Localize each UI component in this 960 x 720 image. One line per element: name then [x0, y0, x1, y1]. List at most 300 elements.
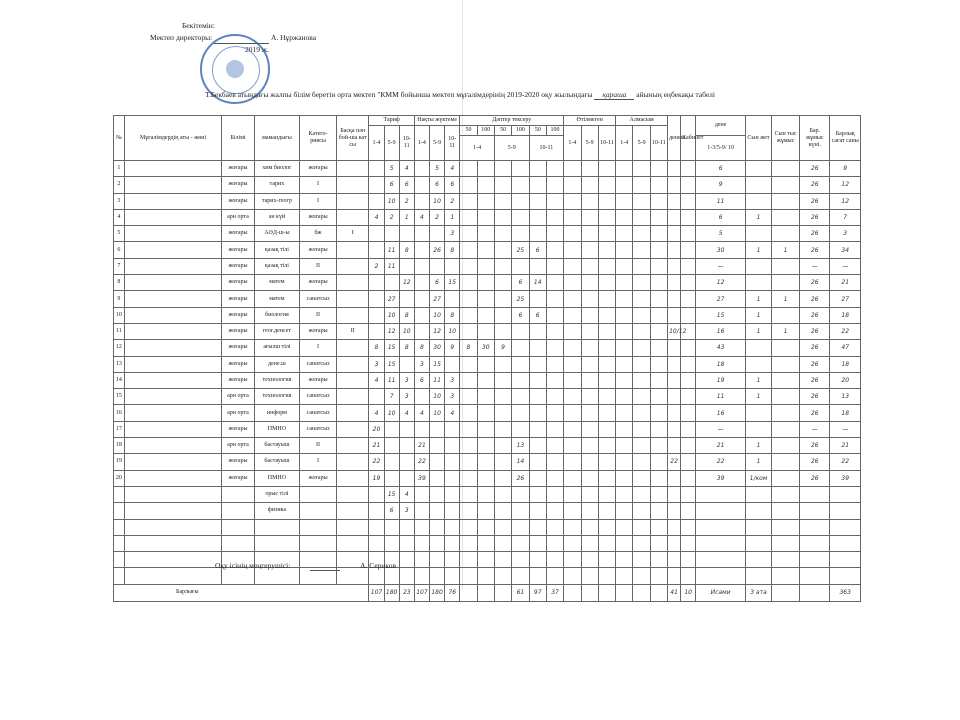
cell-t3: 1 [399, 209, 414, 225]
cell-empty [414, 535, 429, 551]
cell-ec [771, 405, 799, 421]
cell-n: 2 [114, 177, 125, 193]
cell-d4 [512, 323, 529, 339]
cell-oth [336, 405, 368, 421]
cell-o1 [564, 226, 581, 242]
cell-x3 [650, 421, 667, 437]
load-5-9: 5-9 [430, 126, 445, 161]
cell-o3 [598, 356, 615, 372]
title-prefix: Т.Бекбаев атындағы жалпы білім беретін орта мектеп "КММ бойынша мектеп мұғалімдерінің 2019-2020 оқу жылындағы [205, 90, 593, 99]
cell-d5: 14 [529, 275, 546, 291]
cell-a1: 6 [414, 372, 429, 388]
cell-d6 [546, 372, 563, 388]
cell-a2 [430, 503, 445, 519]
load-10-11: 10-11 [445, 126, 460, 161]
cell-t2: 7 [384, 389, 399, 405]
cell-cl [746, 356, 772, 372]
cell-wd: 26 [800, 356, 830, 372]
cell-x3 [650, 438, 667, 454]
cell-x2 [633, 323, 650, 339]
cell-cl [746, 340, 772, 356]
cell-d2 [477, 454, 494, 470]
cell-n: 12 [114, 340, 125, 356]
cell-cab [681, 193, 696, 209]
cell-empty [300, 519, 337, 535]
cell-empty [633, 535, 650, 551]
cell-a1 [414, 242, 429, 258]
cell-empty [529, 519, 546, 535]
cell-a3 [445, 258, 460, 274]
cell-t1: 19 [369, 470, 384, 486]
cell-x2 [633, 372, 650, 388]
cell-hr [668, 193, 681, 209]
cell-spec: геог.денсет [254, 323, 299, 339]
cell-d1 [460, 421, 477, 437]
cell-cl [746, 275, 772, 291]
cell-edu: жоғары [222, 340, 254, 356]
cell-empty [771, 552, 799, 568]
cell-x1 [616, 372, 633, 388]
cell-name [124, 193, 221, 209]
table-row [114, 421, 861, 437]
cell-hr [668, 226, 681, 242]
cell-d3 [494, 389, 511, 405]
col-tariff: Тариф [369, 116, 414, 126]
cell-ec [771, 421, 799, 437]
cell-empty [696, 552, 746, 568]
cell-cab [681, 486, 696, 502]
cell-empty [771, 568, 799, 584]
cell-wd: 26 [800, 438, 830, 454]
cell-d5 [529, 486, 546, 502]
col-name: Мұғалімдердің аты - жөні [124, 116, 221, 161]
cell-empty [414, 568, 429, 584]
cell-a1 [414, 291, 429, 307]
cell-t2 [384, 226, 399, 242]
cell-wd: — [800, 258, 830, 274]
cell-t3 [399, 356, 414, 372]
cell-t3: 3 [399, 389, 414, 405]
cell-d6 [546, 177, 563, 193]
cell-x3 [650, 389, 667, 405]
cell-a2: 11 [430, 372, 445, 388]
table-row [114, 372, 861, 388]
cell-n: 18 [114, 438, 125, 454]
cell-d6 [546, 307, 563, 323]
cell-d2 [477, 372, 494, 388]
cell-cl [746, 177, 772, 193]
cell-empty [124, 552, 221, 568]
table-row [114, 486, 861, 502]
cell-ec [771, 177, 799, 193]
cell-a3: 3 [445, 226, 460, 242]
cell-oth [336, 470, 368, 486]
cell-empty [546, 552, 563, 568]
cell-d4 [512, 226, 529, 242]
cell-empty [616, 568, 633, 584]
total-t1: 107 [369, 584, 384, 601]
cell-empty [616, 535, 633, 551]
cell-d5 [529, 193, 546, 209]
cell-d5 [529, 503, 546, 519]
cell-o1 [564, 405, 581, 421]
cell-x2 [633, 340, 650, 356]
cell-a2: 2 [430, 209, 445, 225]
cell-d6 [546, 209, 563, 225]
cell-a1 [414, 503, 429, 519]
director-label: Мектеп директоры: [150, 33, 213, 42]
cell-oth [336, 242, 368, 258]
total-wd [800, 584, 830, 601]
cell-o2 [581, 161, 598, 177]
cell-x3 [650, 307, 667, 323]
table-row [114, 356, 861, 372]
extra-sub: 1-3/5-9/ 10 [696, 136, 746, 161]
cell-a1 [414, 226, 429, 242]
cell-ex: 27 [696, 291, 746, 307]
cell-d1 [460, 438, 477, 454]
total-d3 [494, 584, 511, 601]
cell-empty [633, 568, 650, 584]
cell-ex [696, 486, 746, 502]
cell-ec: 1 [771, 242, 799, 258]
cell-wd: 26 [800, 161, 830, 177]
cell-t1 [369, 226, 384, 242]
passed-1-4: 1-4 [564, 126, 581, 161]
cell-spec: тарих-геогр [254, 193, 299, 209]
table-row [114, 454, 861, 470]
cell-d1 [460, 470, 477, 486]
cell-spec: қазақ тілі [254, 242, 299, 258]
cell-o2 [581, 470, 598, 486]
cell-wd: 26 [800, 242, 830, 258]
cell-empty [546, 535, 563, 551]
cell-empty [546, 519, 563, 535]
cell-x3 [650, 340, 667, 356]
cell-o2 [581, 486, 598, 502]
cell-ex: 18 [696, 356, 746, 372]
cell-wd: 26 [800, 193, 830, 209]
cell-n [114, 486, 125, 502]
total-x1 [616, 584, 633, 601]
cell-x3 [650, 177, 667, 193]
cell-hr [668, 242, 681, 258]
cell-empty [681, 535, 696, 551]
cell-hr [668, 291, 681, 307]
cell-d6 [546, 405, 563, 421]
cell-spec: технология [254, 372, 299, 388]
cell-x2 [633, 503, 650, 519]
cell-t1 [369, 193, 384, 209]
cell-d1 [460, 307, 477, 323]
cell-empty [399, 552, 414, 568]
cell-a1: 8 [414, 340, 429, 356]
cell-empty [746, 519, 772, 535]
cell-cat: жоғары [300, 161, 337, 177]
tariff-10-11: 10-11 [399, 126, 414, 161]
cell-a3: 3 [445, 389, 460, 405]
cell-a1: 4 [414, 209, 429, 225]
cell-o1 [564, 470, 581, 486]
cell-t1 [369, 323, 384, 339]
cell-oth [336, 503, 368, 519]
total-cab: 10 [681, 584, 696, 601]
cell-a3 [445, 503, 460, 519]
director-name: А. Нұржанова [270, 33, 317, 42]
cell-d5 [529, 340, 546, 356]
cell-d6 [546, 258, 563, 274]
cell-x1 [616, 405, 633, 421]
total-d1 [460, 584, 477, 601]
cell-empty [414, 519, 429, 535]
cell-d6 [546, 486, 563, 502]
cell-a3 [445, 486, 460, 502]
cell-x3 [650, 275, 667, 291]
cell-ec [771, 275, 799, 291]
cell-edu: жоғары [222, 161, 254, 177]
col-actual-load: Нақты жүктеме [414, 116, 459, 126]
cell-n: 17 [114, 421, 125, 437]
cell-name [124, 503, 221, 519]
cell-o2 [581, 307, 598, 323]
cell-cab [681, 438, 696, 454]
cell-spec: ән күй [254, 209, 299, 225]
cell-ec [771, 438, 799, 454]
cell-o1 [564, 503, 581, 519]
cell-empty [512, 568, 529, 584]
cell-wd [800, 503, 830, 519]
cell-cab [681, 405, 696, 421]
cell-x2 [633, 291, 650, 307]
cell-d1 [460, 291, 477, 307]
cell-o2 [581, 291, 598, 307]
cell-o2 [581, 356, 598, 372]
cell-tot: 13 [830, 389, 861, 405]
cell-tot: 12 [830, 193, 861, 209]
cell-a1 [414, 389, 429, 405]
cell-d2 [477, 356, 494, 372]
passed-10-11: 10-11 [598, 126, 615, 161]
cell-cl [746, 161, 772, 177]
check-pct: 100 [512, 126, 529, 136]
cell-a3: 1 [445, 209, 460, 225]
cell-a3: 9 [445, 340, 460, 356]
cell-o2 [581, 405, 598, 421]
cell-t1: 22 [369, 454, 384, 470]
cell-x2 [633, 177, 650, 193]
cell-cab [681, 161, 696, 177]
cell-tot: 34 [830, 242, 861, 258]
cell-d1 [460, 454, 477, 470]
cell-d5 [529, 209, 546, 225]
cell-cl: 1 [746, 454, 772, 470]
cell-a2 [430, 454, 445, 470]
cell-n: 11 [114, 323, 125, 339]
cell-o2 [581, 323, 598, 339]
cell-o1 [564, 177, 581, 193]
cell-spec: АӘД-ш-ы [254, 226, 299, 242]
cell-a1: 3 [414, 356, 429, 372]
total-t2: 180 [384, 584, 399, 601]
cell-empty [681, 519, 696, 535]
cell-x2 [633, 438, 650, 454]
cell-a1: 4 [414, 405, 429, 421]
cell-d6 [546, 161, 563, 177]
cell-x3 [650, 323, 667, 339]
cell-x3 [650, 193, 667, 209]
cell-x1 [616, 242, 633, 258]
cell-d2 [477, 209, 494, 225]
cell-a2: 10 [430, 307, 445, 323]
cell-o3 [598, 454, 615, 470]
cell-cl [746, 503, 772, 519]
cell-d1 [460, 258, 477, 274]
cell-empty [494, 519, 511, 535]
cell-name [124, 291, 221, 307]
cell-a3: 8 [445, 307, 460, 323]
cell-d3 [494, 242, 511, 258]
document-title [205, 90, 715, 100]
cell-o2 [581, 209, 598, 225]
footer-name: А. Сериков [360, 561, 396, 570]
cell-d4 [512, 340, 529, 356]
cell-empty [598, 535, 615, 551]
cell-wd: 26 [800, 454, 830, 470]
cell-edu: арн орта [222, 389, 254, 405]
cell-empty [581, 568, 598, 584]
cell-empty [430, 535, 445, 551]
cell-d3 [494, 258, 511, 274]
cell-cl: 1 [746, 291, 772, 307]
cell-t1 [369, 389, 384, 405]
cell-d3 [494, 421, 511, 437]
cell-o3 [598, 470, 615, 486]
cell-o3 [598, 209, 615, 225]
cell-a1 [414, 323, 429, 339]
table-row [114, 161, 861, 177]
cell-empty [512, 519, 529, 535]
total-cl: 3 ата [746, 584, 772, 601]
cell-spec: қазақ тілі [254, 258, 299, 274]
cell-t1: 4 [369, 405, 384, 421]
total-o3 [598, 584, 615, 601]
cell-t3: 3 [399, 372, 414, 388]
cell-ex: — [696, 258, 746, 274]
table-row [114, 340, 861, 356]
cell-oth [336, 275, 368, 291]
cell-hr: 22 [668, 454, 681, 470]
cell-d4 [512, 389, 529, 405]
cell-o3 [598, 177, 615, 193]
cell-ec [771, 209, 799, 225]
cell-x3 [650, 258, 667, 274]
cell-empty [460, 568, 477, 584]
title-month: қараша [594, 90, 634, 100]
cell-edu: жоғары [222, 454, 254, 470]
cell-empty [830, 535, 861, 551]
cell-empty [494, 535, 511, 551]
cell-empty [460, 519, 477, 535]
cell-empty [800, 568, 830, 584]
cell-o2 [581, 275, 598, 291]
cell-ex: 22 [696, 454, 746, 470]
cell-t1: 20 [369, 421, 384, 437]
cell-t1: 4 [369, 372, 384, 388]
col-homeroom: денеш [668, 116, 681, 161]
cell-oth [336, 291, 368, 307]
title-suffix: айының еңбекақы табелі [636, 90, 715, 99]
cell-cat [300, 503, 337, 519]
cell-oth [336, 340, 368, 356]
cell-d4 [512, 421, 529, 437]
cell-n: 16 [114, 405, 125, 421]
cell-a1: 22 [414, 454, 429, 470]
cell-wd: 26 [800, 389, 830, 405]
cell-empty [598, 568, 615, 584]
col-specialty: мамандығы [254, 116, 299, 161]
total-t3: 23 [399, 584, 414, 601]
cell-cl: 1 [746, 242, 772, 258]
col-cabinet: Кабинет [681, 116, 696, 161]
cell-empty [696, 519, 746, 535]
cell-name [124, 421, 221, 437]
cell-o2 [581, 503, 598, 519]
cell-x3 [650, 405, 667, 421]
cell-o3 [598, 421, 615, 437]
cell-t2 [384, 275, 399, 291]
cell-d5: 6 [529, 307, 546, 323]
cell-empty [800, 552, 830, 568]
cell-spec: дене.ш [254, 356, 299, 372]
cell-ec [771, 307, 799, 323]
cell-oth [336, 372, 368, 388]
cell-a3: 2 [445, 193, 460, 209]
cell-wd: 26 [800, 307, 830, 323]
cell-tot [830, 486, 861, 502]
cell-name [124, 258, 221, 274]
total-o2 [581, 584, 598, 601]
cell-name [124, 405, 221, 421]
cell-hr [668, 438, 681, 454]
cell-o2 [581, 438, 598, 454]
cell-d3 [494, 307, 511, 323]
cell-x2 [633, 454, 650, 470]
cell-x2 [633, 226, 650, 242]
load-1-4: 1-4 [414, 126, 429, 161]
table-row [114, 209, 861, 225]
cell-o1 [564, 323, 581, 339]
cell-empty [477, 568, 494, 584]
cell-d4 [512, 372, 529, 388]
cell-empty [529, 552, 546, 568]
cell-cat: I [300, 177, 337, 193]
cell-d3 [494, 405, 511, 421]
cell-d2 [477, 307, 494, 323]
cell-empty [460, 552, 477, 568]
cell-t3: 8 [399, 340, 414, 356]
cell-d3 [494, 209, 511, 225]
cell-empty [477, 535, 494, 551]
cell-ex: 11 [696, 193, 746, 209]
cell-o2 [581, 258, 598, 274]
cell-d6 [546, 454, 563, 470]
cell-hr [668, 503, 681, 519]
cell-d3 [494, 356, 511, 372]
cell-a2 [430, 438, 445, 454]
cell-empty [746, 568, 772, 584]
cell-ex: 16 [696, 405, 746, 421]
cell-t3: 2 [399, 193, 414, 209]
